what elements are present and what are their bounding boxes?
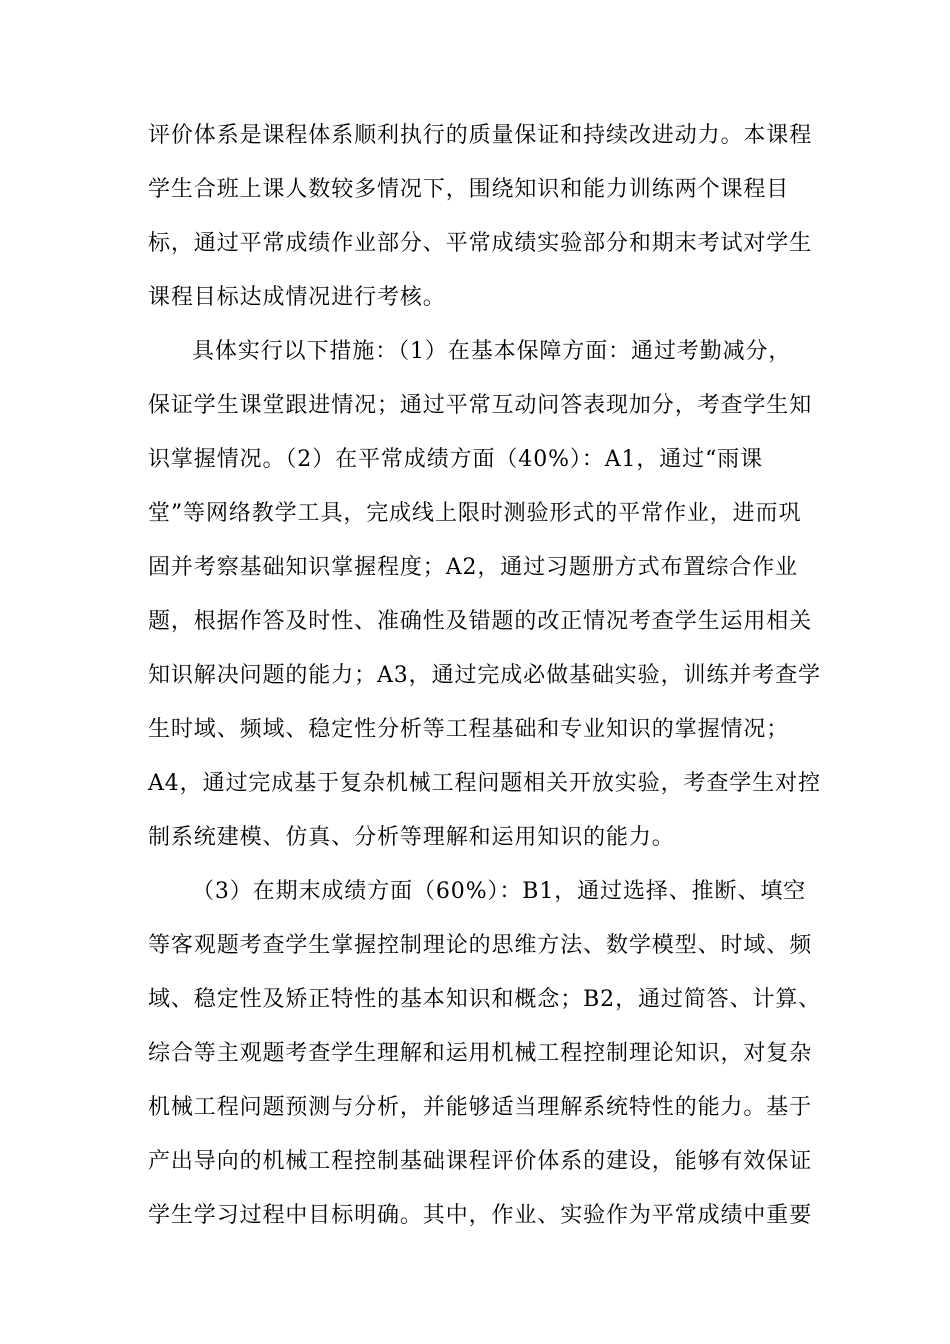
paragraph-1-line-1: 评价体系是课程体系顺利执行的质量保证和持续改进动力。本课程	[148, 123, 813, 148]
paragraph-3-line-5: 机械工程问题预测与分析，并能够适当理解系统特性的能力。基于	[148, 1095, 813, 1120]
paragraph-2-line-10: 制系统建模、仿真、分析等理解和运用知识的能力。	[148, 825, 675, 850]
paragraph-1-line-3: 标，通过平常成绩作业部分、平常成绩实验部分和期末考试对学生	[148, 231, 813, 256]
paragraph-2-line-9: A4，通过完成基于复杂机械工程问题相关开放实验，考查学生对控	[148, 771, 821, 796]
paragraph-1-line-4: 课程目标达成情况进行考核。	[148, 285, 446, 310]
paragraph-1-line-2: 学生合班上课人数较多情况下，围绕知识和能力训练两个课程目	[148, 177, 790, 202]
paragraph-2-line-5: 固并考察基础知识掌握程度；A2，通过习题册方式布置综合作业	[148, 555, 798, 580]
paragraph-2-line-2: 保证学生课堂跟进情况；通过平常互动问答表现加分，考查学生知	[148, 393, 813, 418]
paragraph-3-line-1: （3）在期末成绩方面（60%）：B1，通过选择、推断、填空	[192, 879, 807, 904]
paragraph-2-line-4: 堂”等网络教学工具，完成线上限时测验形式的平常作业，进而巩	[148, 501, 802, 526]
paragraph-3-line-2: 等客观题考查学生掌握控制理论的思维方法、数学模型、时域、频	[148, 933, 813, 958]
paragraph-3-line-7: 学生学习过程中目标明确。其中，作业、实验作为平常成绩中重要	[148, 1203, 813, 1228]
paragraph-3-line-3: 域、稳定性及矫正特性的基本知识和概念；B2，通过简答、计算、	[148, 987, 822, 1012]
paragraph-2-line-8: 生时域、频域、稳定性分析等工程基础和专业知识的掌握情况；	[148, 717, 790, 742]
paragraph-3-line-6: 产出导向的机械工程控制基础课程评价体系的建设，能够有效保证	[148, 1149, 813, 1174]
paragraph-2-line-7: 知识解决问题的能力；A3，通过完成必做基础实验，训练并考查学	[148, 663, 821, 688]
paragraph-2-line-1: 具体实行以下措施：（1）在基本保障方面：通过考勤减分，	[192, 339, 792, 364]
paragraph-2-line-3: 识掌握情况。（2）在平常成绩方面（40%）：A1，通过“雨课	[148, 447, 764, 472]
paragraph-2-line-6: 题，根据作答及时性、准确性及错题的改正情况考查学生运用相关	[148, 609, 813, 634]
paragraph-3-line-4: 综合等主观题考查学生理解和运用机械工程控制理论知识，对复杂	[148, 1041, 813, 1066]
